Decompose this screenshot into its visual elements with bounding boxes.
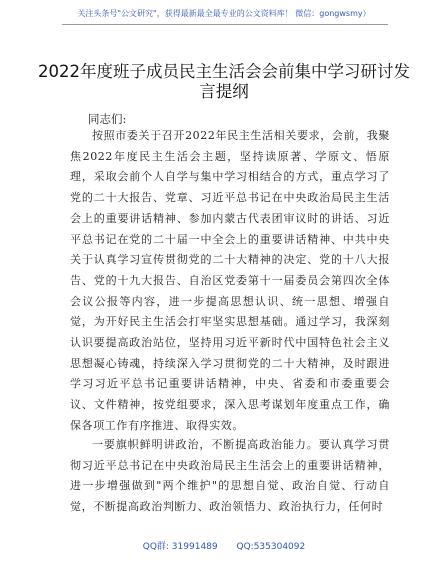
footer-qq-number: QQ:535304092 — [236, 542, 306, 552]
salutation: 同志们: — [88, 112, 127, 126]
footer-qq-group: QQ群: 31991489 — [142, 542, 218, 552]
header-divider — [62, 24, 388, 25]
paragraph-1: 按照市委关于召开2022年民主生活相关要求，会前，我聚焦2022年度民主生活会主题，坚持读原著、学原文、悟原理，采取会前个人自学与集中学习相结合的方式，重点学习了党的二十大报告、党章、习近平总书记在中央政治局民主生活会上的重要讲话精神、参加内蒙古代表团审议时的讲话、习近平总书记在党的二十届一中全会上的重要讲话精神、中共中央关于认真学习宣传贯彻党的二十大精神的决定、党的十八大报告、党的十九大报告、自治区党委第十一届委员会第四次全体会议公报等内容，进一步提高思想认识、统一思想、增强自觉，为开好民主生活会打牢坚实思想基础。通过学习，我深刻认识要提高政治站位，坚持用习近平新时代中国特色社会主义思想凝心铸魂，持续深入学习贯彻党的二十大精神，及时跟进学习习近平总书记重要讲话精神，中央、省委和市委重要会议、文件精神，按党组要求，深入思考谋划年度重点工作，确保各项工作有序推进、取得实效。 — [70, 129, 390, 432]
paragraph-2: 一要旗帜鲜明讲政治，不断提高政治能力。要认真学习贯彻习近平总书记在中央政治局民主生活会上的重要讲话精神，进一步增强做到"两个维护"的思想自觉、政治自觉、行动自觉，不断提高政治判断力、政治领悟力、政治执行力，任何时 — [70, 438, 390, 514]
footer-contact — [0, 541, 448, 553]
document-title: 2022年度班子成员民主生活会会前集中学习研讨发言提纲 — [38, 62, 410, 101]
header-promo-note: 关注头条号"公文研究"，获得最新最全最专业的公文资料库！ 微信：gongwsmy） — [77, 9, 371, 18]
